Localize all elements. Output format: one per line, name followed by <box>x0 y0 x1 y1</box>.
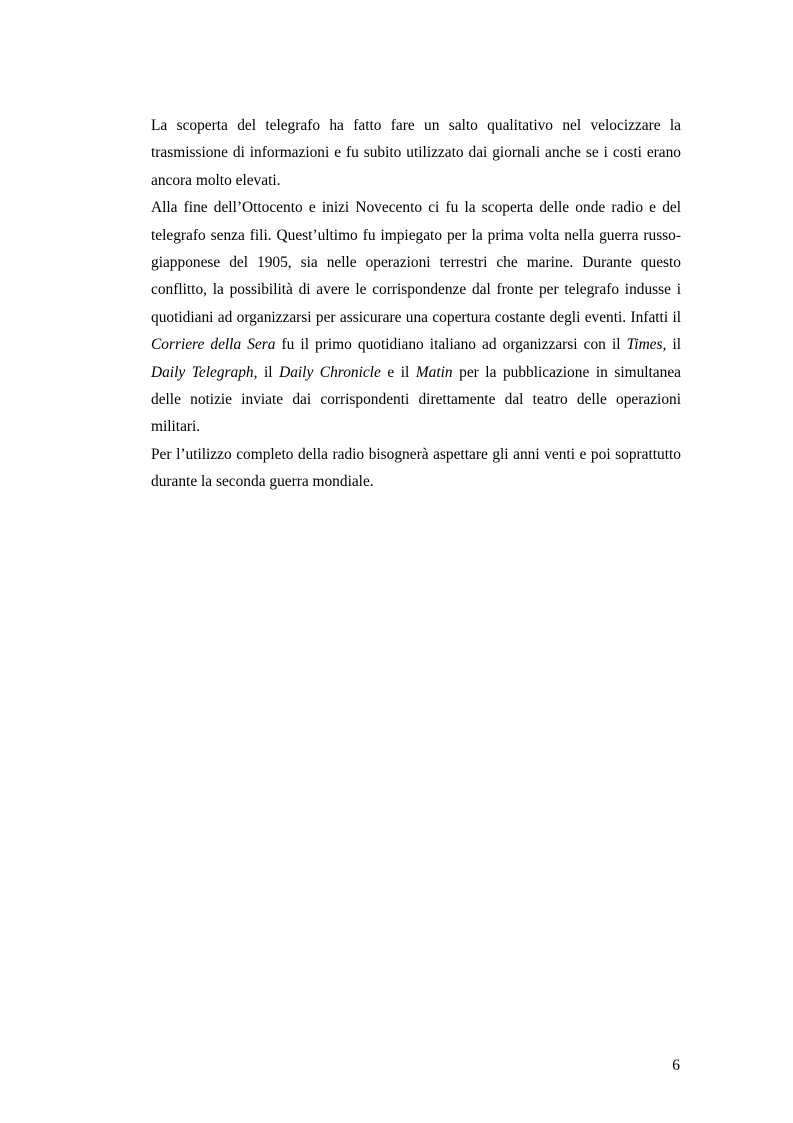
text-segment: fu il primo quotidiano italiano ad organizzarsi con il <box>275 336 627 354</box>
text-segment: il <box>666 336 681 354</box>
paragraph-onde-radio <box>151 194 681 441</box>
paragraph-telegrafo <box>151 112 681 194</box>
text-segment: e il <box>380 363 416 381</box>
body-text <box>151 112 681 496</box>
text-segment: per la pubblicazione in simultanea delle notizie inviate dai corrispondenti direttamente dal teatro delle operazioni militari. <box>151 363 682 436</box>
paragraph-radio-utilizzo <box>151 441 681 496</box>
newspaper-title-daily-telegraph: Daily Telegraph, <box>151 363 258 381</box>
text-segment: il <box>257 363 280 381</box>
page-number: 6 <box>672 1057 680 1074</box>
newspaper-title-daily-chronicle: Daily Chronicle <box>279 363 381 381</box>
newspaper-title-times: Times, <box>626 336 667 354</box>
text-segment: La scoperta del telegrafo ha fatto fare un salto qualitativo nel velocizzare la trasmissione di informazioni e fu subito utilizzato dai giornali anche se i costi erano ancora molto elevati. <box>151 117 681 189</box>
newspaper-title-matin: Matin <box>415 363 453 381</box>
text-segment: Per l’utilizzo completo della radio bisognerà aspettare gli anni venti e poi soprattutto durante la seconda guerra mondiale. <box>151 445 681 491</box>
newspaper-title-corriere: Corriere della Sera <box>151 336 276 354</box>
text-segment: Alla fine dell’Ottocento e inizi Novecento ci fu la scoperta delle onde radio e del telegrafo senza fili. Quest’ultimo fu impiegato per la prima volta nella guerra russo-giapponese del 1905, sia nelle operazioni terrestri che marine. Durante questo conflitto, la possibilità di avere le corrispondenze dal fronte per telegrafo indusse i quotidiani ad organizzarsi per assicurare una copertura costante degli eventi. Infatti il <box>151 199 681 326</box>
